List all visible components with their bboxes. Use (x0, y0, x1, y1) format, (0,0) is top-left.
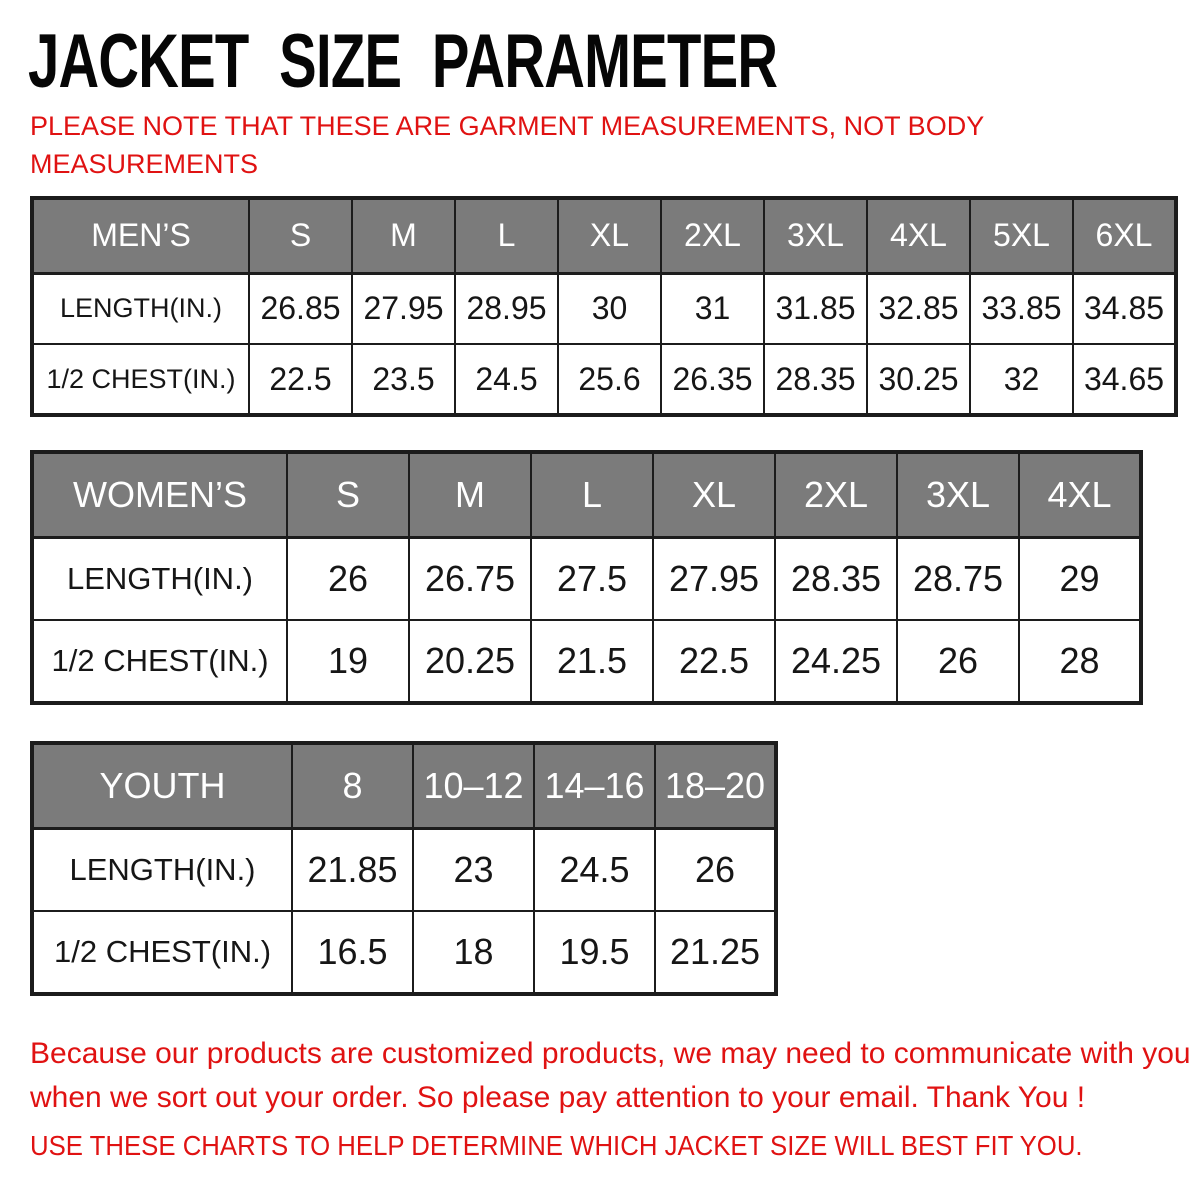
value-cell: 29 (1019, 537, 1141, 620)
table-row (32, 911, 776, 994)
value-cell: 21.5 (531, 620, 653, 703)
size-header-cell: M (409, 452, 531, 537)
value-cell: 23 (413, 828, 534, 911)
youth-size-table (30, 741, 778, 996)
value-cell: 32 (970, 344, 1073, 415)
size-header-cell: 6XL (1073, 198, 1176, 273)
value-cell: 33.85 (970, 273, 1073, 344)
value-cell: 27.5 (531, 537, 653, 620)
value-cell: 34.85 (1073, 273, 1176, 344)
customization-notice (30, 1032, 1191, 1119)
size-header-cell: XL (558, 198, 661, 273)
size-header-cell: S (249, 198, 352, 273)
value-cell: 28.35 (775, 537, 897, 620)
size-header-cell: 4XL (1019, 452, 1141, 537)
row-label-cell: LENGTH(IN.) (32, 273, 249, 344)
value-cell: 16.5 (292, 911, 413, 994)
table-header-row (32, 198, 1176, 273)
row-label-cell: 1/2 CHEST(IN.) (32, 911, 292, 994)
size-header-cell: 10–12 (413, 743, 534, 828)
value-cell: 26.35 (661, 344, 764, 415)
value-cell: 32.85 (867, 273, 970, 344)
size-header-cell: 14–16 (534, 743, 655, 828)
value-cell: 31 (661, 273, 764, 344)
customization-notice-line-1: Because our products are customized products, we may need to communicate with you (30, 1037, 1191, 1070)
womens-size-table (30, 450, 1143, 705)
table-header-row (32, 452, 1141, 537)
size-header-cell: 2XL (775, 452, 897, 537)
size-header-cell: 2XL (661, 198, 764, 273)
size-header-cell: 5XL (970, 198, 1073, 273)
table-row (32, 344, 1176, 415)
garment-measurement-note (30, 108, 984, 184)
value-cell: 30.25 (867, 344, 970, 415)
value-cell: 34.65 (1073, 344, 1176, 415)
value-cell: 26.85 (249, 273, 352, 344)
value-cell: 28 (1019, 620, 1141, 703)
table-row (32, 620, 1141, 703)
value-cell: 27.95 (352, 273, 455, 344)
value-cell: 28.75 (897, 537, 1019, 620)
value-cell: 21.25 (655, 911, 776, 994)
size-header-cell: 3XL (897, 452, 1019, 537)
value-cell: 25.6 (558, 344, 661, 415)
table-row (32, 828, 776, 911)
value-cell: 26 (287, 537, 409, 620)
womens-header-cell: WOMEN’S (32, 452, 287, 537)
value-cell: 24.25 (775, 620, 897, 703)
value-cell: 28.35 (764, 344, 867, 415)
row-label-cell: 1/2 CHEST(IN.) (32, 344, 249, 415)
row-label-cell: LENGTH(IN.) (32, 828, 292, 911)
youth-header-cell: YOUTH (32, 743, 292, 828)
value-cell: 26 (897, 620, 1019, 703)
value-cell: 19 (287, 620, 409, 703)
value-cell: 26 (655, 828, 776, 911)
page-title: JACKET SIZE PARAMETER (28, 19, 778, 104)
row-label-cell: 1/2 CHEST(IN.) (32, 620, 287, 703)
value-cell: 18 (413, 911, 534, 994)
value-cell: 22.5 (249, 344, 352, 415)
size-header-cell: L (455, 198, 558, 273)
size-header-cell: 8 (292, 743, 413, 828)
chart-usage-cta: USE THESE CHARTS TO HELP DETERMINE WHICH JACKET SIZE WILL BEST FIT YOU. (30, 1130, 1083, 1161)
value-cell: 28.95 (455, 273, 558, 344)
size-header-cell: 3XL (764, 198, 867, 273)
value-cell: 23.5 (352, 344, 455, 415)
table-row (32, 273, 1176, 344)
mens-size-table (30, 196, 1178, 417)
table-row (32, 537, 1141, 620)
note-line-2: MEASUREMENTS (30, 148, 259, 179)
size-header-cell: XL (653, 452, 775, 537)
value-cell: 21.85 (292, 828, 413, 911)
value-cell: 24.5 (534, 828, 655, 911)
mens-header-cell: MEN’S (32, 198, 249, 273)
value-cell: 26.75 (409, 537, 531, 620)
size-header-cell: L (531, 452, 653, 537)
size-header-cell: 18–20 (655, 743, 776, 828)
customization-notice-line-2: when we sort out your order. So please pay attention to your email. Thank You ! (30, 1080, 1086, 1114)
value-cell: 30 (558, 273, 661, 344)
row-label-cell: LENGTH(IN.) (32, 537, 287, 620)
value-cell: 31.85 (764, 273, 867, 344)
size-header-cell: M (352, 198, 455, 273)
note-line-1: PLEASE NOTE THAT THESE ARE GARMENT MEASUREMENTS, NOT BODY (30, 111, 985, 141)
size-header-cell: S (287, 452, 409, 537)
value-cell: 20.25 (409, 620, 531, 703)
value-cell: 19.5 (534, 911, 655, 994)
value-cell: 22.5 (653, 620, 775, 703)
value-cell: 27.95 (653, 537, 775, 620)
value-cell: 24.5 (455, 344, 558, 415)
size-header-cell: 4XL (867, 198, 970, 273)
table-header-row (32, 743, 776, 828)
